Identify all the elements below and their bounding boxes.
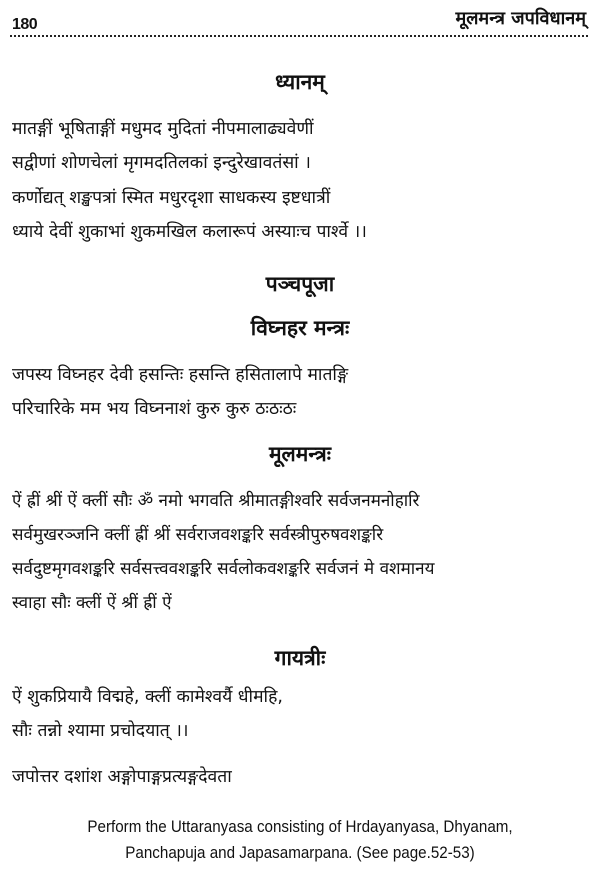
dhyanam-heading: ध्यानम् (275, 70, 325, 94)
vighnahara-heading: विघ्नहर मन्त्रः (250, 316, 350, 340)
moolamantra-line: सर्वमुखरञ्जनि क्लीं ह्रीं श्रीं सर्वराजवशङ्करि सर्वस्त्रीपुरुषवशङ्करि (12, 525, 384, 545)
page-number: 180 (12, 16, 38, 33)
page-header (10, 6, 588, 36)
moolamantra-heading: मूलमन्त्रः (268, 442, 331, 466)
instruction-line: Panchapuja and Japasamarpana. (See page.52-53) (125, 844, 475, 862)
gayatri-line: ऐं शुकप्रियायै विद्महे, क्लीं कामेश्वर्यै धीमहि, (12, 687, 283, 707)
dhyanam-line: सद्वीणां शोणचेलां मृगमदतिलकां इन्दुरेखावतंसां । (12, 153, 311, 173)
gayatri-line: सौः तन्नो श्यामा प्रचोदयात् ।। (12, 721, 189, 741)
dhyanam-line: कर्णोद्यत् शङ्खपत्रां स्मित मधुरदृशा साधकस्य इष्टधात्रीं (12, 188, 331, 208)
panchapuja-heading: पञ्चपूजा (265, 272, 335, 296)
dhyanam-line: मातङ्गीं भूषिताङ्गीं मधुमद मुदितां नीपमालाढ्यवेणीं (12, 119, 314, 139)
moolamantra-line: ऐं ह्रीं श्रीं ऐं क्लीं सौः ॐ नमो भगवति श्रीमातङ्गीश्वरि सर्वजनमनोहारि (12, 491, 420, 511)
vighnahara-line: जपस्य विघ्नहर देवी हसन्तिः हसन्ति हसितालापे मातङ्गि (12, 365, 349, 385)
gayatri-heading: गायत्रीः (274, 646, 326, 670)
header-divider (10, 35, 588, 37)
dhyanam-line: ध्याये देवीं शुकाभां शुकमखिल कलारूपं अस्याःच पार्श्वे ।। (12, 222, 367, 242)
running-head: मूलमन्त्र जपविधानम् (455, 8, 586, 29)
vighnahara-line: परिचारिके मम भय विघ्ननाशं कुरु कुरु ठःठःठः (12, 399, 297, 419)
moolamantra-line: स्वाहा सौः क्लीं ऐं श्रीं ह्रीं ऐं (12, 593, 172, 613)
instruction-line: Perform the Uttaranyasa consisting of Hrdayanyasa, Dhyanam, (87, 818, 513, 836)
japottara-line: जपोत्तर दशांश अङ्गोपाङ्गप्रत्यङ्गदेवता (12, 767, 232, 787)
moolamantra-line: सर्वदुष्टमृगवशङ्करि सर्वसत्त्ववशङ्करि सर्वलोकवशङ्करि सर्वजनं मे वशमानय (12, 559, 435, 579)
